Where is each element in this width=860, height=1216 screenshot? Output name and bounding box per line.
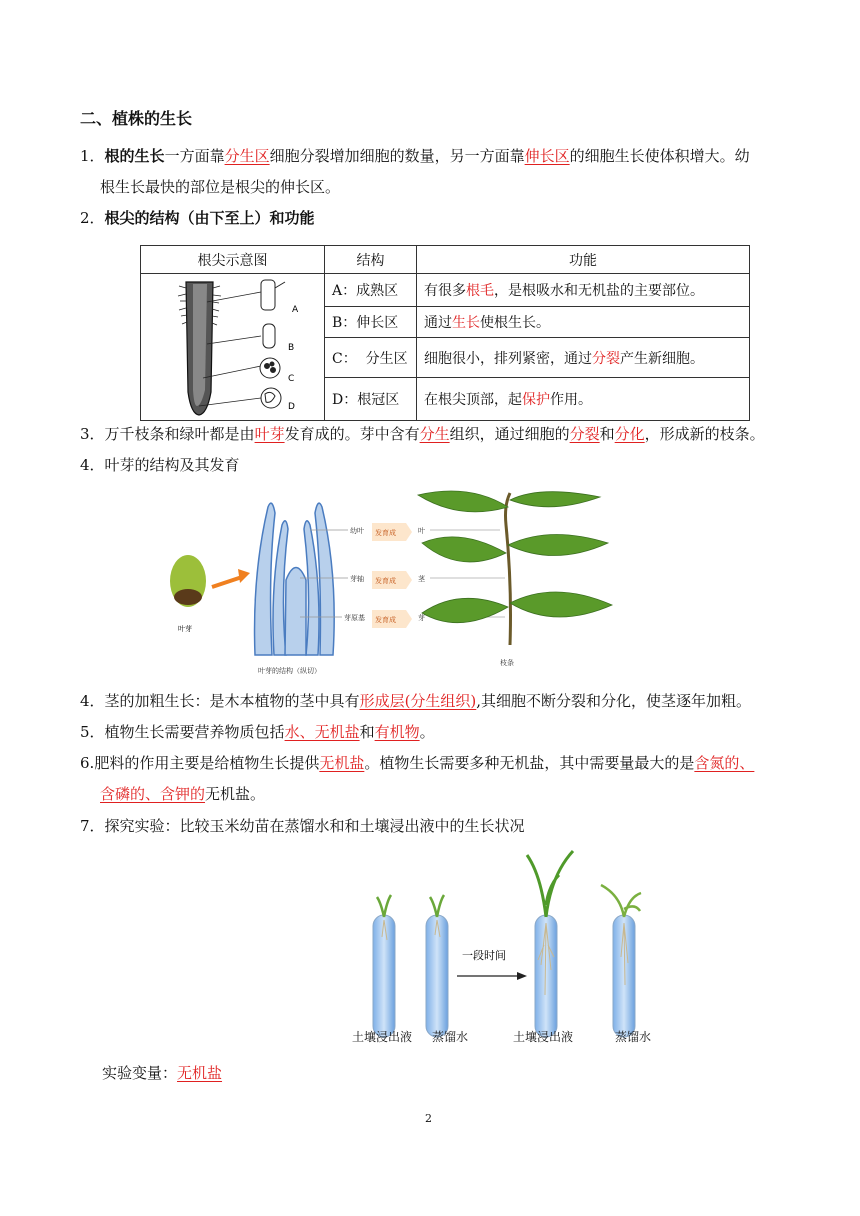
function-cell: [417, 337, 750, 378]
text: 发育成的。芽中含有: [284, 425, 420, 443]
text: 产生新细胞。: [620, 350, 704, 367]
function-cell: [417, 378, 750, 421]
variable-label: 实验变量：: [102, 1064, 178, 1082]
answer-text: 分化: [614, 425, 645, 443]
function-cell: [417, 307, 750, 337]
text: 细胞分裂增加细胞的数量，另一方面靠: [269, 147, 525, 165]
root-tip-diagram-cell: [141, 274, 325, 421]
tube-label: 蒸馏水: [432, 1030, 469, 1044]
experiment-variable: [102, 1062, 222, 1084]
tube-label: 土壤浸出液: [352, 1030, 413, 1044]
part-label-bud-primordium: 芽原基: [344, 614, 365, 622]
text: 万千枝条和绿叶都是由: [104, 425, 255, 443]
diagram-label-b: B: [288, 343, 295, 353]
header-diagram: 根尖示意图: [141, 246, 325, 274]
answer-text: 分裂: [592, 350, 620, 367]
text: 。: [419, 723, 435, 741]
seedling-experiment-figure: [345, 845, 665, 1050]
diagram-label-c: C: [288, 374, 295, 384]
result-label-stem: 茎: [418, 575, 425, 583]
item-6: [80, 752, 754, 774]
item-number: 5．: [80, 723, 105, 741]
diagram-label-d: D: [288, 402, 295, 412]
page-number: 2: [425, 1112, 432, 1125]
answer-text: 分裂: [569, 425, 600, 443]
text: 植物生长需要营养物质包括: [104, 723, 285, 741]
function-cell: [417, 274, 750, 307]
table-row: [141, 274, 750, 307]
text: 细胞很小，排列紧密，通过: [424, 350, 592, 367]
text: 肥料的作用主要是给植物生长提供: [94, 754, 320, 772]
item-7: [80, 815, 525, 837]
tube-label: 土壤浸出液: [513, 1030, 574, 1044]
item-4a: [80, 454, 240, 476]
answer-text: 无机盐: [319, 754, 365, 772]
structure-cell: A：成熟区: [325, 274, 417, 307]
item-head: 根的生长: [104, 147, 165, 165]
item-number: 1．: [80, 147, 105, 165]
answer-text: 含磷的、含钾的: [100, 785, 206, 803]
text: 的细胞生长使体积增大。幼: [569, 147, 750, 165]
text: ，形成新的枝条。: [644, 425, 765, 443]
item-number: 7．: [80, 817, 105, 835]
item-title: 根尖的结构（由下至上）和功能: [104, 209, 315, 227]
part-label-young-leaf: 幼叶: [350, 527, 364, 535]
item-1: [80, 145, 750, 167]
text: 使根生长。: [480, 315, 550, 332]
answer-text: 保护: [522, 392, 550, 409]
item-number: 2．: [80, 209, 105, 227]
structure-cell: D：根冠区: [325, 378, 417, 421]
root-tip-table: [140, 245, 750, 421]
text: 探究实验：比较玉米幼苗在蒸馏水和和土壤浸出液中的生长状况: [104, 817, 525, 835]
item-1-line-2: 根生长最快的部位是根尖的伸长区。: [100, 178, 341, 196]
answer-text: 生长: [452, 315, 480, 332]
develop-label: 发育成: [375, 616, 396, 624]
text: 无机盐。: [205, 785, 266, 803]
text: ，是根吸水和无机盐的主要部位。: [494, 283, 704, 300]
answer-text: 根毛: [466, 283, 494, 300]
answer-text: 水、无机盐: [284, 723, 360, 741]
text: 通过: [424, 315, 452, 332]
item-2: [80, 207, 315, 229]
text: 和: [359, 723, 375, 741]
item-3: [80, 423, 765, 445]
answer-text: 分生: [419, 425, 450, 443]
item-number: 4．: [80, 692, 105, 710]
item-4b: [80, 690, 751, 712]
text: 叶芽的结构及其发育: [104, 456, 240, 474]
tube-soil-extract-before: [373, 895, 395, 1037]
result-label-leaf: 叶: [418, 527, 425, 535]
item-number: 3．: [80, 425, 105, 443]
answer-text: 伸长区: [524, 147, 570, 165]
develop-label: 发育成: [375, 529, 396, 537]
text: 有很多: [424, 283, 466, 300]
tube-label: 蒸馏水: [615, 1030, 652, 1044]
item-5: [80, 721, 435, 743]
item-6-line-2: [100, 783, 265, 805]
bud-section-image: [255, 503, 335, 655]
item-number: 4．: [80, 456, 105, 474]
item-number: 6.: [80, 754, 95, 772]
structure-cell: C： 分生区: [325, 337, 417, 378]
time-label: 一段时间: [462, 949, 506, 962]
text: 和: [599, 425, 615, 443]
part-label-bud-axis: 芽轴: [350, 575, 364, 583]
develop-label: 发育成: [375, 577, 396, 585]
text: ,其细胞不断分裂和分化，使茎逐年加粗。: [476, 692, 752, 710]
header-structure: 结构: [325, 246, 417, 274]
tube-distilled-water-before: [426, 895, 448, 1037]
answer-text: 无机盐: [177, 1064, 223, 1082]
text: 组织，通过细胞的: [449, 425, 570, 443]
branch-label: 枝条: [500, 659, 514, 667]
section-title: 二、植株的生长: [80, 109, 193, 128]
result-label-bud: 芽: [418, 614, 425, 622]
text: 一方面靠: [164, 147, 225, 165]
tube-distilled-water-after: [601, 885, 641, 1037]
leaf-bud-figure: [160, 485, 620, 675]
answer-text: 含氮的、: [694, 754, 755, 772]
answer-text: 形成层(分生组织): [359, 692, 477, 710]
section-label: 叶芽的结构（纵切）: [258, 667, 321, 675]
tube-soil-extract-after: [527, 851, 573, 1037]
text: 作用。: [550, 392, 592, 409]
answer-text: 有机物: [374, 723, 420, 741]
diagram-label-a: A: [292, 305, 299, 315]
text: 茎的加粗生长：是木本植物的茎中具有: [104, 692, 360, 710]
root-tip-diagram: [141, 274, 324, 420]
bud-label: 叶芽: [178, 625, 192, 633]
answer-text: 分生区: [224, 147, 270, 165]
table-header-row: [141, 246, 750, 274]
header-function: 功能: [417, 246, 750, 274]
answer-text: 叶芽: [254, 425, 285, 443]
structure-cell: B：伸长区: [325, 307, 417, 337]
branch-image: [418, 491, 612, 645]
text: 在根尖顶部，起: [424, 392, 522, 409]
text: 。植物生长需要多种无机盐，其中需要量最大的是: [364, 754, 695, 772]
